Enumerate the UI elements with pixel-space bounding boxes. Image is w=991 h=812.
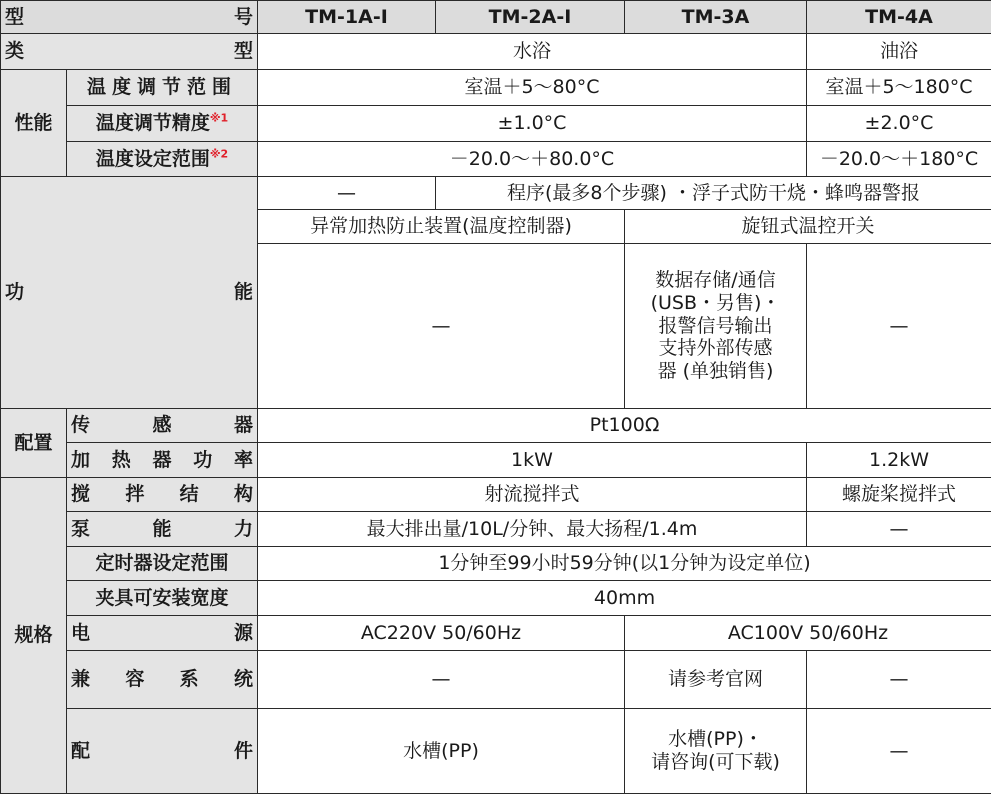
- type-row: [1, 34, 991, 70]
- spec-stir-oil: 螺旋桨搅拌式: [807, 478, 991, 512]
- model-tm-3a: TM-3A: [625, 1, 807, 34]
- spec-pump-water: 最大排出量/10L/分钟、最大扬程/1.4m: [258, 512, 807, 547]
- config-group-label: 配置: [1, 409, 67, 478]
- spec-compat-c4: 统: [233, 668, 253, 691]
- spec-compat-c2: 容: [125, 668, 145, 691]
- config-heater-oil: 1.2kW: [807, 443, 991, 478]
- spec-row-clamp: [1, 581, 991, 616]
- perf-label-precision: [67, 106, 258, 142]
- performance-group-label: 性能: [1, 70, 67, 177]
- spec-label-compat: [67, 651, 258, 709]
- spec-pump-c1: 泵: [71, 517, 91, 540]
- spec-acc-3: 水槽(PP)・ 请咨询(可下载): [625, 709, 807, 794]
- config-sensor-c3: 器: [233, 414, 253, 437]
- type-oil: 油浴: [807, 34, 991, 70]
- function-overheat: 异常加热防止装置(温度控制器): [258, 210, 625, 244]
- spec-compat-c3: 系: [179, 668, 199, 691]
- function-label-cell: [1, 177, 258, 409]
- config-heater-c2: 热: [111, 448, 131, 471]
- spec-acc-12: 水槽(PP): [258, 709, 625, 794]
- type-label-left: 类: [5, 40, 25, 63]
- config-sensor-c1: 传: [71, 414, 91, 437]
- perf-label-range-text: 温度调节范围: [86, 76, 237, 99]
- perf-label-setting: [67, 142, 258, 177]
- type-label-cell: [1, 34, 258, 70]
- spec-stir-c3: 结: [179, 483, 199, 506]
- spec-row-timer: [1, 547, 991, 581]
- model-tm-1a-i: TM-1A-I: [258, 1, 436, 34]
- spec-compat-12: —: [258, 651, 625, 709]
- model-tm-2a-i: TM-2A-I: [436, 1, 625, 34]
- function-label-left: 功: [5, 281, 25, 304]
- config-heater-c5: 率: [233, 448, 253, 471]
- spec-clamp-value: 40mm: [258, 581, 991, 616]
- spec-group-label: 规格: [1, 478, 67, 794]
- spec-row-stir: [1, 478, 991, 512]
- spec-row-power: [1, 616, 991, 651]
- spec-label-stir: [67, 478, 258, 512]
- function-row-1: [1, 177, 991, 210]
- perf-range-oil: 室温＋5～180°C: [807, 70, 991, 106]
- spec-pump-c3: 力: [233, 517, 253, 540]
- spec-power-c2: 源: [233, 621, 253, 644]
- model-label-left: 型: [5, 5, 25, 28]
- spec-row-pump: [1, 512, 991, 547]
- spec-label-power: [67, 616, 258, 651]
- note-marker-2: ※2: [209, 147, 229, 161]
- config-row-heater: [1, 443, 991, 478]
- function-none-2: —: [258, 244, 625, 409]
- function-knob: 旋钮式温控开关: [625, 210, 991, 244]
- type-label-right: 型: [233, 40, 253, 63]
- spec-row-accessory: [1, 709, 991, 794]
- spec-acc-c1: 配: [71, 739, 91, 762]
- function-none-1: —: [258, 177, 436, 210]
- perf-row-range: [1, 70, 991, 106]
- spec-compat-3: 请参考官网: [625, 651, 807, 709]
- spec-power-100: AC100V 50/60Hz: [625, 616, 991, 651]
- spec-pump-oil: —: [807, 512, 991, 547]
- config-sensor-value: Pt100Ω: [258, 409, 991, 443]
- function-none-3: —: [807, 244, 991, 409]
- header-row: [1, 1, 991, 34]
- perf-row-setting: [1, 142, 991, 177]
- config-sensor-c2: 感: [152, 414, 172, 437]
- function-label-right: 能: [233, 281, 253, 304]
- config-heater-c3: 器: [152, 448, 172, 471]
- perf-precision-oil: ±2.0°C: [807, 106, 991, 142]
- spec-acc-4: —: [807, 709, 991, 794]
- spec-stir-water: 射流搅拌式: [258, 478, 807, 512]
- model-tm-4a: TM-4A: [807, 1, 991, 34]
- spec-label-timer: 定时器设定范围: [67, 547, 258, 581]
- spec-pump-c2: 能: [152, 517, 172, 540]
- config-heater-c1: 加: [71, 448, 91, 471]
- spec-acc-c2: 件: [233, 739, 253, 762]
- spec-label-accessory: [67, 709, 258, 794]
- spec-stir-c1: 搅: [71, 483, 91, 506]
- config-heater-water: 1kW: [258, 443, 807, 478]
- spec-stir-c4: 构: [233, 483, 253, 506]
- type-water: 水浴: [258, 34, 807, 70]
- spec-power-220: AC220V 50/60Hz: [258, 616, 625, 651]
- config-label-sensor: [67, 409, 258, 443]
- function-program: 程序(最多8个步骤) ・浮子式防干烧・蜂鸣器警报: [436, 177, 991, 210]
- perf-setting-water: －20.0～＋80.0°C: [258, 142, 807, 177]
- perf-range-water: 室温＋5～80°C: [258, 70, 807, 106]
- spec-compat-c1: 兼: [71, 668, 91, 691]
- spec-power-c1: 电: [71, 621, 91, 644]
- perf-row-precision: [1, 106, 991, 142]
- config-row-sensor: [1, 409, 991, 443]
- spec-label-pump: [67, 512, 258, 547]
- note-marker-1: ※1: [209, 111, 229, 125]
- spec-compat-4: —: [807, 651, 991, 709]
- config-label-heater: [67, 443, 258, 478]
- perf-label-precision-text: 温度调节精度: [95, 112, 210, 135]
- function-data-storage: 数据存储/通信 (USB・另售)・ 报警信号输出 支持外部传感 器 (单独销售): [625, 244, 807, 409]
- model-header-cell: [1, 1, 258, 34]
- perf-setting-oil: －20.0～＋180°C: [807, 142, 991, 177]
- spec-stir-c2: 拌: [125, 483, 145, 506]
- model-label-right: 号: [233, 5, 253, 28]
- config-heater-c4: 功: [193, 448, 213, 471]
- spec-label-clamp: 夹具可安装宽度: [67, 581, 258, 616]
- spec-row-compat: [1, 651, 991, 709]
- perf-precision-water: ±1.0°C: [258, 106, 807, 142]
- spec-timer-value: 1分钟至99小时59分钟(以1分钟为设定单位): [258, 547, 991, 581]
- perf-label-setting-text: 温度设定范围: [95, 147, 210, 170]
- perf-label-range: [67, 70, 258, 106]
